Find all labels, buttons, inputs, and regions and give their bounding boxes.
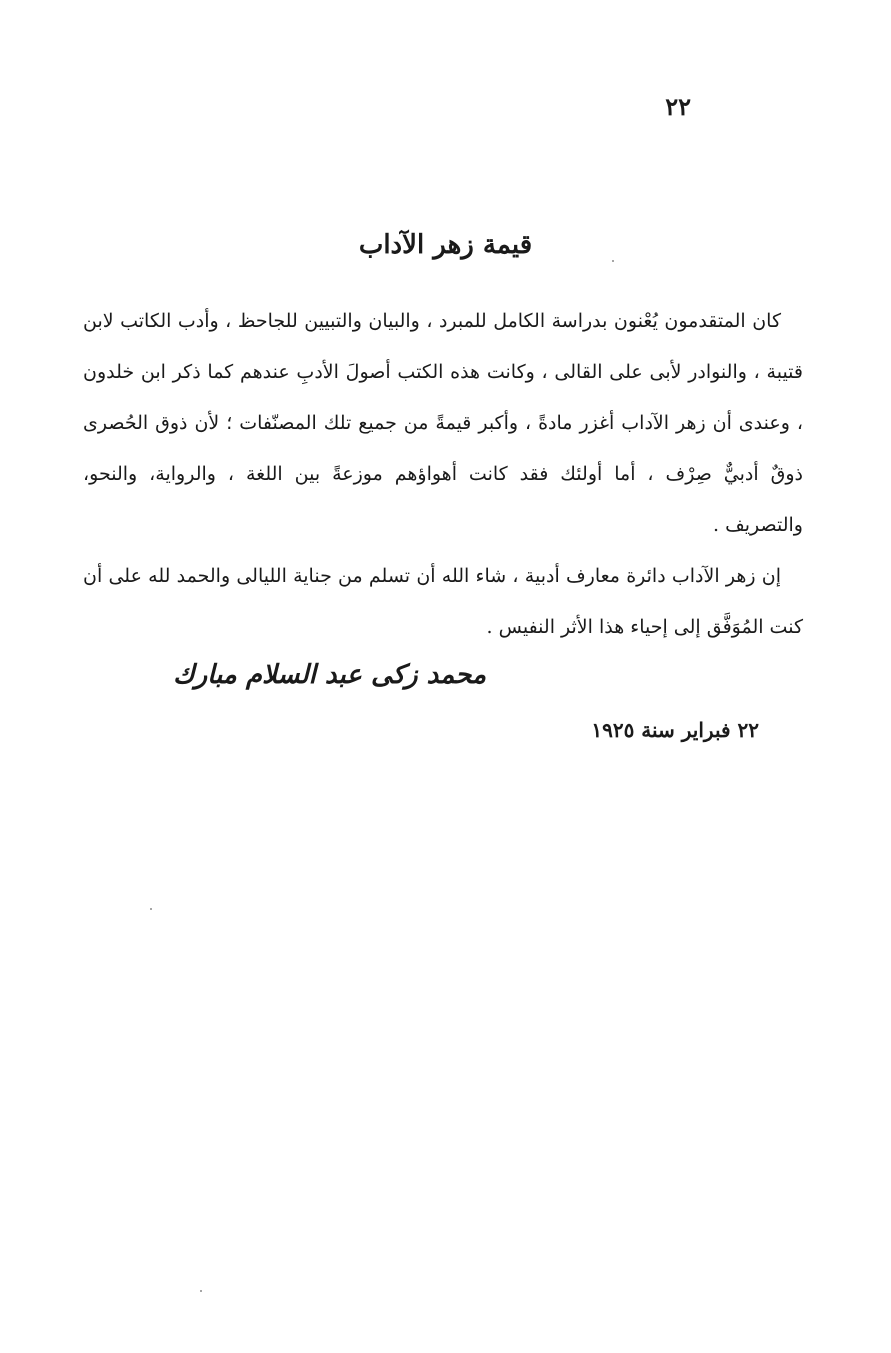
page-number: ٢٢ <box>665 92 691 121</box>
date-line: ٢٢ فبراير سنة ١٩٢٥ <box>591 718 759 742</box>
body-text <box>83 296 803 653</box>
paragraph-1: كان المتقدمون يُعْنون بدراسة الكامل للمبرد ، والبيان والتبيين للجاحظ ، وأدب الكاتب لابن قتيبة ، والنوادر لأبى على القالى ، وكانت هذه الكتب أصولَ الأدبِ عندهم كما ذكر ابن خلدون ، وعندى أن زهر الآداب أغزر مادةً ، وأكبر قيمةً من جميع تلك المصنّفات ؛ لأن ذوق الحُصرى ذوقٌ أدبيٌّ صِرْف ، أما أولئك فقد كانت أهواؤهم موزعةً بين اللغة ، والرواية، والنحو، والتصريف . <box>83 310 803 536</box>
page-title: قيمة زهر الآداب <box>358 230 533 260</box>
paragraph-2: إن زهر الآداب دائرة معارف أدبية ، شاء الله أن تسلم من جناية الليالى والحمد لله على أن كنت المُوَفَّق إلى إحياء هذا الأثر النفيس . <box>83 565 803 638</box>
scan-speck <box>150 908 152 910</box>
author-signature: محمد زكى عبد السلام مبارك <box>173 660 486 690</box>
scan-speck <box>200 1290 202 1292</box>
scan-speck <box>612 260 614 262</box>
